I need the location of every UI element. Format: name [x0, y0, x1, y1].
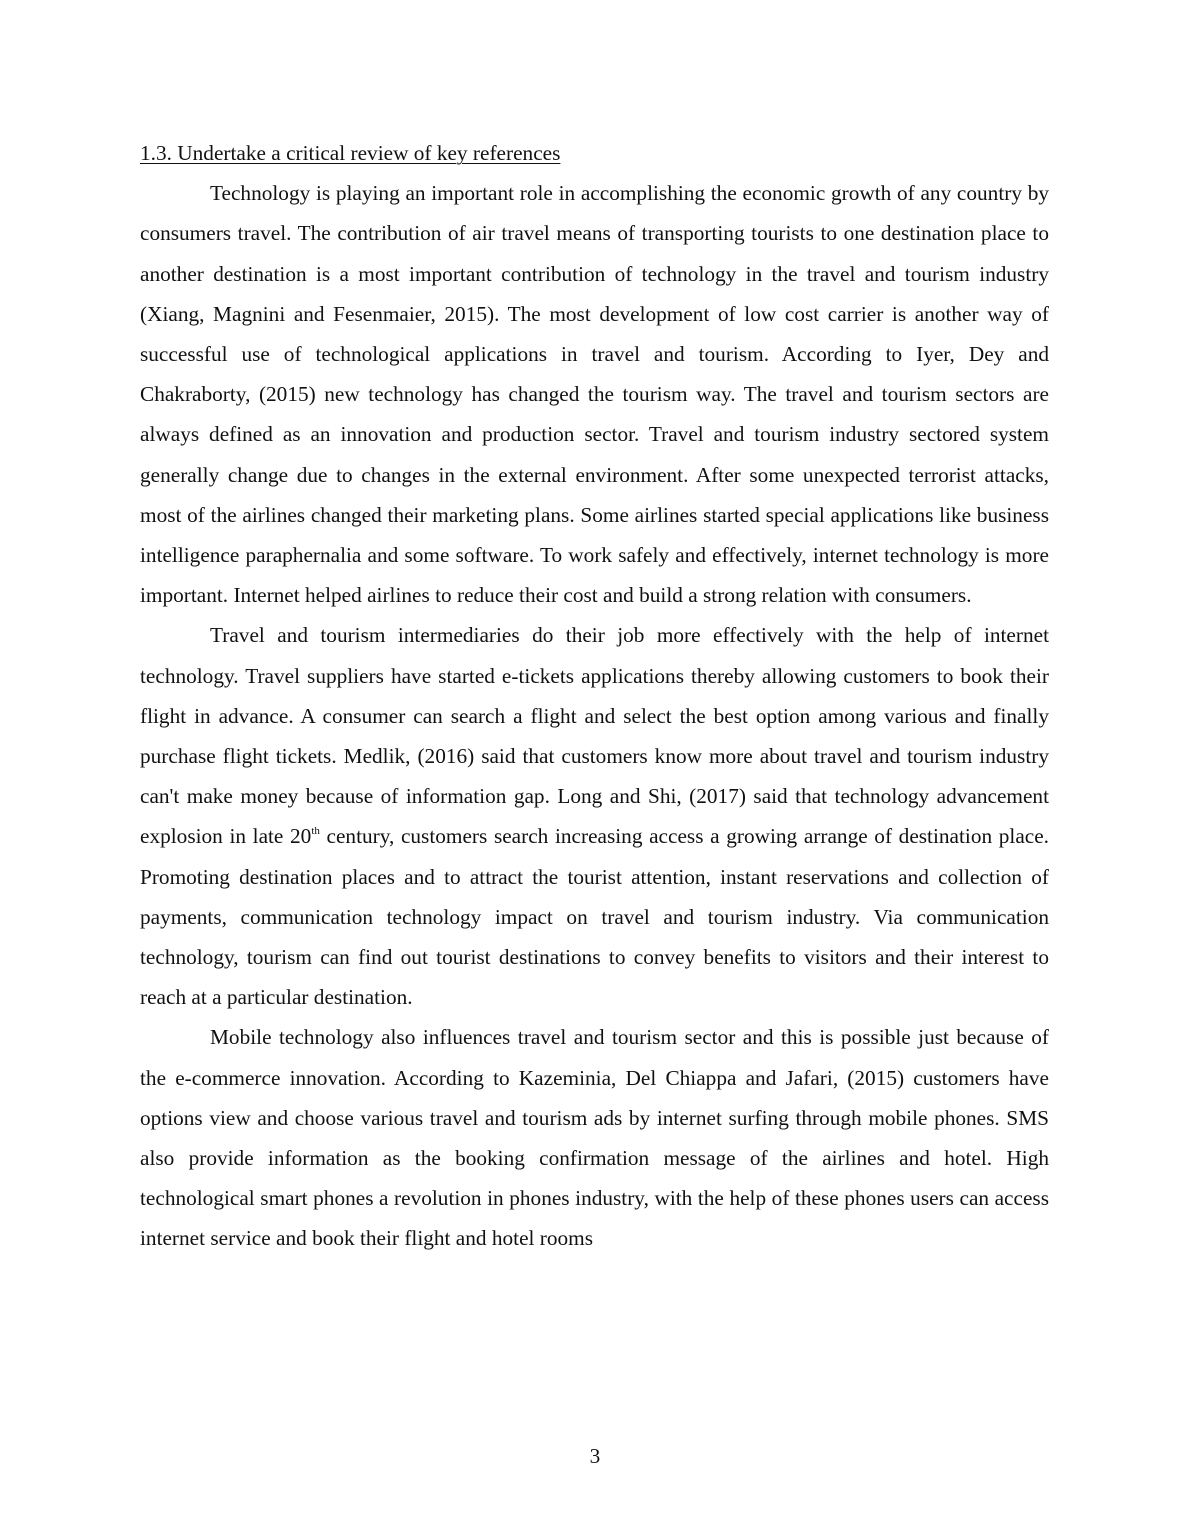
paragraph-text-segment: Travel and tourism intermediaries do their job more effectively with the help of internet technology. Travel suppliers have started e-tickets applications thereby allowing customers to book their flight in advance. A consumer can search a flight and select the best option among various and finally purchase flight tickets. Medlik, (2016) said that customers know more about travel and tourism industry can't make money because of information gap. Long and Shi, (2017) said that technology advancement explosion in late 20 — [140, 623, 1049, 849]
paragraph-mobile-technology: Mobile technology also influences travel and tourism sector and this is possible just because of the e-commerce innovation. According to Kazeminia, Del Chiappa and Jafari, (2015) customers have options view and choose various travel and tourism ads by internet surfing through mobile phones. SMS also provide information as the booking confirmation message of the airlines and hotel. High technological smart phones a revolution in phones industry, with the help of these phones users can access internet service and book their flight and hotel rooms — [140, 1025, 1049, 1251]
page-body — [140, 133, 1049, 1259]
section-heading: 1.3. Undertake a critical review of key references — [140, 141, 561, 165]
paragraph-technology-role: Technology is playing an important role in accomplishing the economic growth of any country by consumers travel. The contribution of air travel means of transporting tourists to one destination place to another destination is a most important contribution of technology in the travel and tourism industry (Xiang, Magnini and Fesenmaier, 2015). The most development of low cost carrier is another way of successful use of technological applications in travel and tourism. According to Iyer, Dey and Chakraborty, (2015) new technology has changed the tourism way. The travel and tourism sectors are always defined as an innovation and production sector. Travel and tourism industry sectored system generally change due to changes in the external environment. After some unexpected terrorist attacks, most of the airlines changed their marketing plans. Some airlines started special applications like business intelligence paraphernalia and some software. To work safely and effectively, internet technology is more important. Internet helped airlines to reduce their cost and build a strong relation with consumers. — [140, 181, 1049, 608]
paragraph-text-segment: century, customers search increasing access a growing arrange of destination place. Promoting destination places and to attract the tourist attention, instant reservations and collection of payments, communication technology impact on travel and tourism industry. Via communication technology, tourism can find out tourist destinations to convey benefits to visitors and their interest to reach at a particular destination. — [140, 824, 1050, 1010]
ordinal-superscript: th — [311, 825, 320, 838]
page-number: 3 — [589, 1444, 601, 1468]
paragraph-intermediaries — [140, 615, 1049, 1017]
